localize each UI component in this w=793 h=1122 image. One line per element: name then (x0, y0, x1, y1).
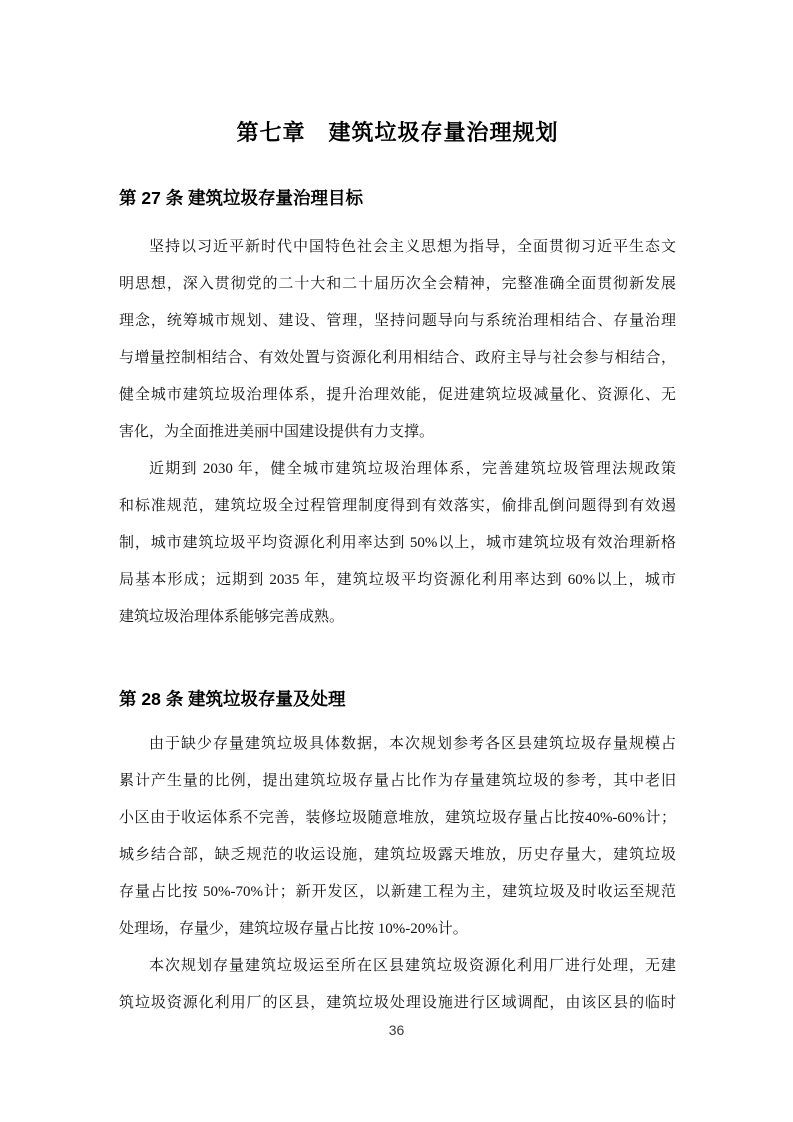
text-line: 局基本形成；远期到 2035 年，建筑垃圾平均资源化利用率达到 60%以上，城市 (119, 572, 676, 588)
paragraph (119, 726, 676, 948)
text-line: 理念，统筹城市规划、建设、管理，坚持问题导向与系统治理相结合、存量治理 (119, 313, 676, 329)
text-line: 健全城市建筑垃圾治理体系，提升治理效能，促进建筑垃圾减量化、资源化、无 (119, 387, 676, 403)
paragraph (119, 948, 676, 1022)
text-line: 存量占比按 50%-70%计；新开发区，以新建工程为主，建筑垃圾及时收运至规范 (119, 884, 676, 900)
text-line: 明思想，深入贯彻党的二十大和二十届历次全会精神，完整准确全面贯彻新发展 (119, 276, 676, 292)
text-line: 近期到 2030 年，健全城市建筑垃圾治理体系，完善建筑垃圾管理法规政策 (149, 461, 676, 477)
text-line: 建筑垃圾治理体系能够完善成熟。 (119, 609, 345, 625)
text-line: 与增量控制相结合、有效处置与资源化利用相结合、政府主导与社会参与相结合， (119, 350, 676, 366)
section-28-body (119, 726, 676, 1022)
text-line: 和标准规范，建筑垃圾全过程管理制度得到有效落实，偷排乱倒问题得到有效遏 (119, 498, 676, 514)
chapter-title: 第七章 建筑垃圾存量治理规划 (236, 119, 559, 145)
page-number: 36 (388, 1022, 405, 1038)
text-line: 累计产生量的比例，提出建筑垃圾存量占比作为存量建筑垃圾的参考，其中老旧 (119, 773, 676, 789)
text-line: 害化，为全面推进美丽中国建设提供有力支撑。 (119, 424, 435, 440)
text-line: 处理场，存量少，建筑垃圾存量占比按 10%-20%计。 (119, 921, 468, 937)
paragraph (119, 229, 676, 451)
text-line: 本次规划存量建筑垃圾运至所在区县建筑垃圾资源化利用厂进行处理，无建 (149, 958, 676, 974)
text-line: 筑垃圾资源化利用厂的区县，建筑垃圾处理设施进行区域调配，由该区县的临时 (119, 995, 676, 1011)
text-line: 城乡结合部，缺乏规范的收运设施，建筑垃圾露天堆放，历史存量大，建筑垃圾 (119, 847, 676, 863)
section-28-heading: 第 28 条 建筑垃圾存量及处理 (119, 688, 346, 709)
text-line: 由于缺少存量建筑垃圾具体数据，本次规划参考各区县建筑垃圾存量规模占 (149, 736, 676, 752)
text-line: 坚持以习近平新时代中国特色社会主义思想为指导，全面贯彻习近平生态文 (149, 239, 676, 255)
text-line: 制，城市建筑垃圾平均资源化利用率达到 50%以上，城市建筑垃圾有效治理新格 (119, 535, 676, 551)
section-27-heading: 第 27 条 建筑垃圾存量治理目标 (119, 187, 364, 208)
paragraph (119, 451, 676, 636)
text-line: 小区由于收运体系不完善，装修垃圾随意堆放，建筑垃圾存量占比按40%-60%计； (119, 810, 676, 826)
section-27-body (119, 229, 676, 636)
